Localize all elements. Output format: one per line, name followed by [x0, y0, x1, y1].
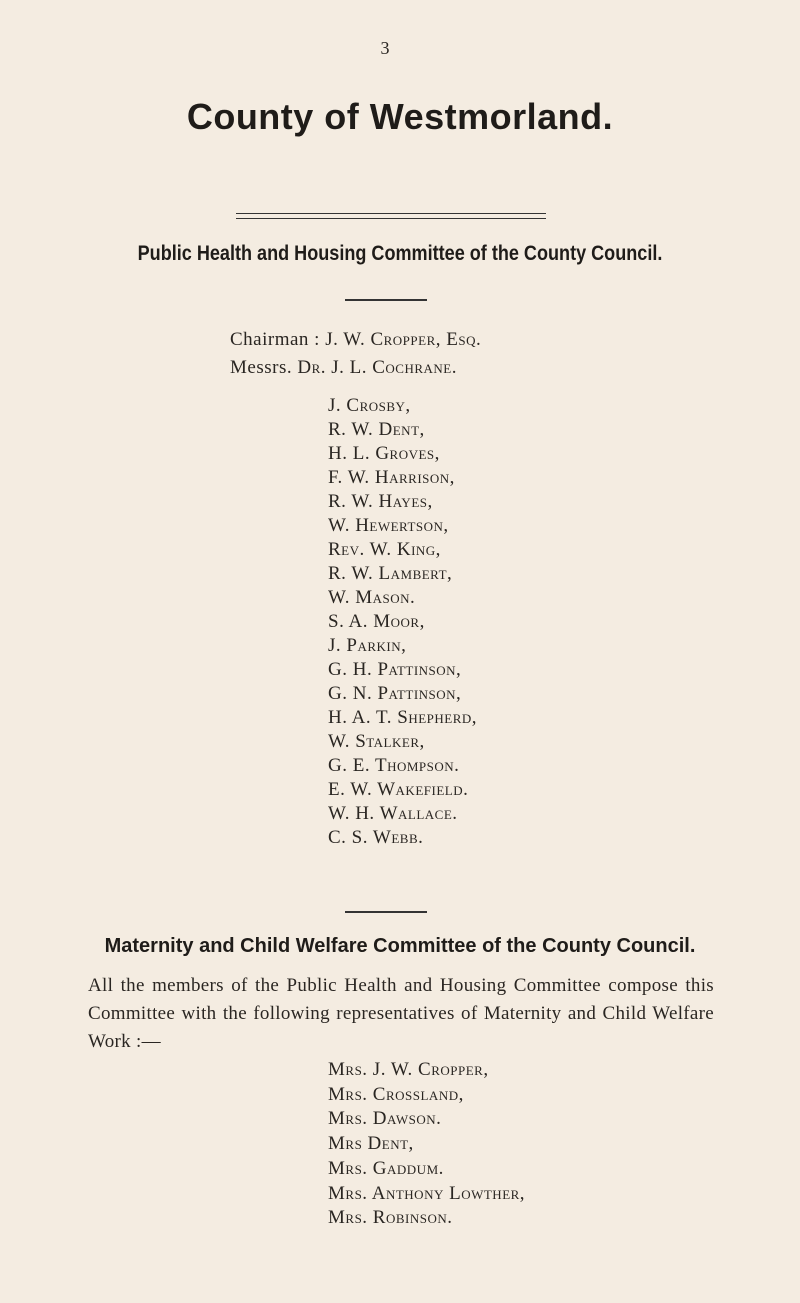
chairman-name: J. W. Cropper, Esq.: [325, 329, 482, 350]
list-item: H. L. Groves,: [328, 443, 440, 464]
section-heading-maternity: Maternity and Child Welfare Committee of the County Council.: [104, 935, 696, 957]
page-title: County of Westmorland.: [186, 96, 614, 137]
list-item: W. H. Wallace.: [328, 803, 458, 824]
list-item: G. E. Thompson.: [328, 755, 460, 776]
list-item: Mrs. Gaddum.: [328, 1157, 444, 1179]
rule-divider: [345, 911, 427, 913]
list-item: R. W. Dent,: [328, 419, 425, 440]
list-item: F. W. Harrison,: [328, 467, 455, 488]
double-rule-divider: [236, 213, 546, 219]
section-heading-public-health: Public Health and Housing Committee of the County Council.: [137, 242, 663, 265]
messrs-label: Messrs.: [230, 357, 293, 378]
list-item: Mrs. Anthony Lowther,: [328, 1182, 526, 1204]
list-item: Mrs. J. W. Cropper,: [328, 1059, 489, 1080]
chairman-line: [230, 329, 481, 351]
list-item: Rev. W. King,: [328, 539, 441, 560]
list-item: J. Parkin,: [328, 635, 407, 656]
page-number: 3: [380, 38, 390, 58]
list-item: Mrs. Crossland,: [328, 1083, 464, 1105]
chairman-label: Chairman :: [230, 329, 320, 350]
list-item: G. H. Pattinson,: [328, 659, 462, 680]
list-item: W. Mason.: [328, 587, 416, 608]
rule-divider: [345, 299, 427, 301]
list-item: G. N. Pattinson,: [328, 683, 462, 704]
list-item: Mrs. Robinson.: [328, 1207, 453, 1229]
list-item: C. S. Webb.: [328, 827, 424, 848]
list-item: Mrs. Dawson.: [328, 1108, 442, 1130]
list-item: W. Stalker,: [328, 731, 425, 752]
section-paragraph: All the members of the Public Health and Housing Committee compose this Committee with the following representatives of Maternity and Child Welfare Work :—: [88, 975, 714, 1052]
list-item: R. W. Hayes,: [328, 491, 433, 512]
list-item: J. Crosby,: [328, 395, 411, 416]
list-item: W. Hewertson,: [328, 515, 449, 536]
messrs-line: [230, 357, 457, 379]
list-item: E. W. Wakefield.: [328, 779, 469, 800]
member-name: Dr. J. L. Cochrane.: [297, 357, 457, 378]
list-item: Mrs Dent,: [328, 1133, 414, 1155]
list-item: R. W. Lambert,: [328, 563, 453, 584]
list-item: S. A. Moor,: [328, 611, 425, 632]
list-item: H. A. T. Shepherd,: [328, 707, 478, 728]
